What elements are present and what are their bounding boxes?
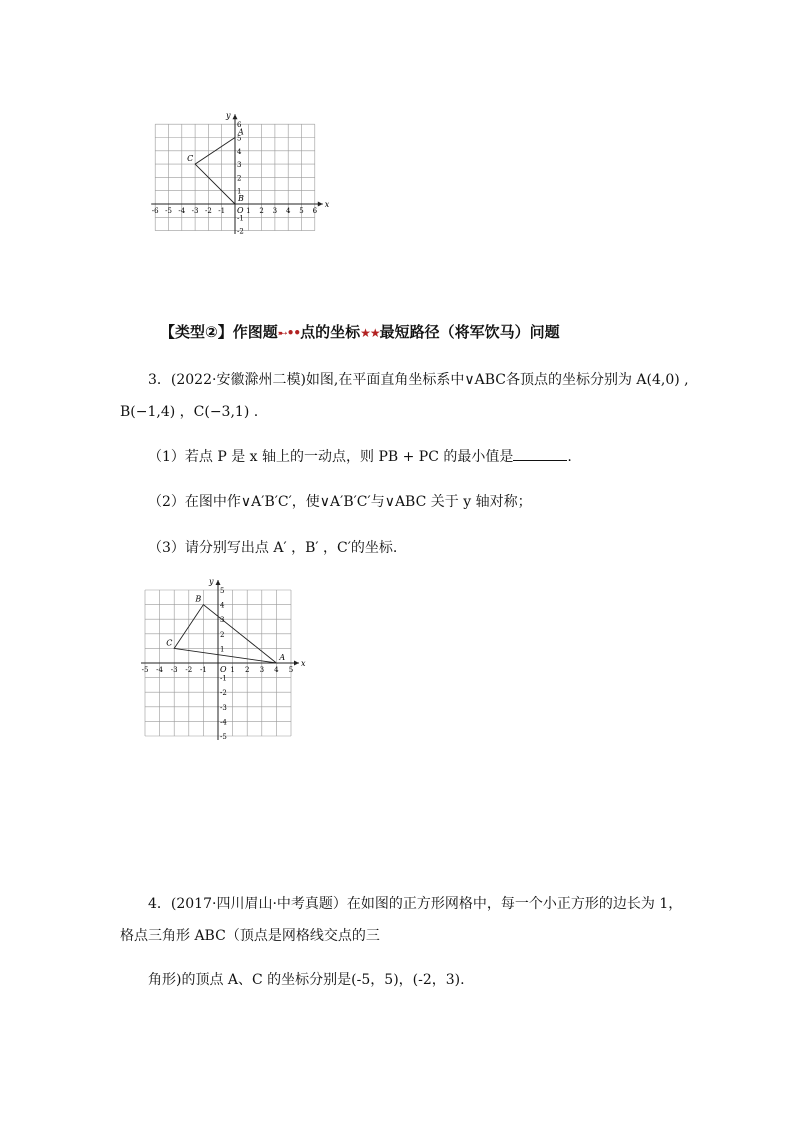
q3-sub2: （2）在图中作∨A′B′C′，使∨A′B′C′与∨ABC 关于 y 轴对称；	[148, 494, 532, 510]
x-tick-label: -6	[151, 207, 159, 215]
section-prefix: 【类型②】作图题	[160, 323, 278, 341]
x-tick-label: -3	[191, 207, 199, 215]
x-axis-arrow-icon	[294, 661, 299, 666]
x-tick-label: -1	[218, 207, 226, 215]
origin-label: O	[237, 206, 244, 215]
coordinate-figure-2	[140, 574, 320, 744]
y-tick-label: 4	[237, 147, 242, 156]
y-axis-label: y	[226, 111, 231, 121]
y-tick-label: -1	[237, 214, 244, 223]
y-tick-label: 6	[237, 121, 242, 130]
x-tick-label: -4	[156, 666, 164, 674]
vertex-label-b: B	[195, 594, 202, 604]
q3-sub1-end: .	[567, 449, 572, 465]
x-tick-label: 6	[312, 207, 318, 215]
y-tick-label: 3	[220, 616, 225, 625]
q3-sub1	[148, 446, 572, 467]
x-tick-label: 2	[244, 666, 250, 674]
y-axis-arrow-icon	[216, 580, 221, 585]
y-tick-label: 3	[237, 161, 242, 170]
y-tick-label: 5	[220, 587, 225, 595]
x-tick-label: 4	[285, 207, 291, 215]
y-tick-label: -4	[220, 718, 227, 727]
y-tick-label: -1	[220, 674, 227, 683]
q3-line1: 3．(2022·安徽滁州二模)如图,在平面直角坐标系中∨ABC各顶点的坐标分别为 A(4,0) ,	[148, 372, 689, 388]
x-axis-arrow-icon	[318, 202, 323, 207]
y-tick-label: 2	[220, 630, 225, 639]
section-mid: 点的坐标	[300, 323, 361, 341]
vertex-label-b: B	[238, 194, 244, 203]
y-tick-label: -2	[237, 227, 244, 234]
origin-label: O	[220, 665, 227, 674]
triangle-outline	[195, 138, 235, 205]
q3-line2: B(−1,4) ，C(−3,1) .	[120, 404, 259, 420]
x-tick-label: -2	[204, 207, 212, 215]
section-suffix: 最短路径（将军饮马）问题	[379, 323, 560, 341]
x-tick-label: -3	[170, 666, 178, 674]
answer-blank[interactable]	[513, 446, 567, 461]
x-axis-label: x	[324, 200, 330, 209]
y-tick-label: 1	[237, 187, 242, 196]
q3-sub3: （3）请分别写出点 A′ ，B′ ，C′的坐标.	[148, 540, 398, 556]
x-axis-label: x	[301, 659, 306, 668]
x-tick-label: -5	[165, 207, 172, 215]
y-tick-label: -5	[220, 733, 227, 741]
x-tick-label: -5	[141, 666, 149, 674]
x-tick-label: -4	[178, 207, 186, 215]
q3-sub1-text: （1）若点 P 是 x 轴上的一动点，则 PB + PC 的最小值是	[148, 449, 514, 465]
y-tick-label: 5	[237, 134, 242, 143]
q4-line1: 4．(2017·四川眉山·中考真题）在如图的正方形网格中，每一个小正方形的边长为 1，	[148, 896, 683, 912]
y-tick-label: -3	[220, 703, 227, 712]
arrow-dots-decoration: ➸••	[277, 326, 301, 340]
figure-2-tick-labels	[142, 587, 294, 741]
section-heading	[160, 321, 560, 342]
x-tick-label: 5	[288, 666, 294, 674]
x-tick-label: -1	[199, 666, 207, 674]
y-tick-label: 4	[220, 601, 225, 610]
y-tick-label: 2	[237, 174, 242, 183]
y-axis-label: y	[209, 577, 214, 586]
x-tick-label: 1	[246, 207, 251, 215]
vertex-label-a: A	[279, 653, 286, 662]
vertex-label-c: C	[187, 154, 194, 164]
q4-line3: 角形)的顶点 A、C 的坐标分别是(-5，5)，(-2，3).	[148, 972, 465, 988]
x-tick-label: 5	[299, 207, 304, 215]
coordinate-figure-1	[150, 104, 340, 234]
x-tick-label: 1	[230, 666, 235, 674]
q4-line2: 格点三角形 ABC（顶点是网格线交点的三	[120, 928, 380, 944]
y-tick-label: -2	[220, 689, 227, 698]
x-tick-label: 2	[259, 207, 264, 215]
y-tick-label: 1	[220, 645, 225, 654]
x-tick-label: -2	[185, 666, 193, 674]
x-tick-label: 3	[272, 207, 278, 215]
x-tick-label: 4	[274, 666, 279, 674]
star-decoration: ★★	[360, 326, 380, 340]
vertex-label-c: C	[166, 638, 173, 648]
x-tick-label: 3	[259, 666, 265, 674]
vertex-label-a: A	[238, 127, 244, 137]
y-axis-arrow-icon	[233, 114, 238, 119]
